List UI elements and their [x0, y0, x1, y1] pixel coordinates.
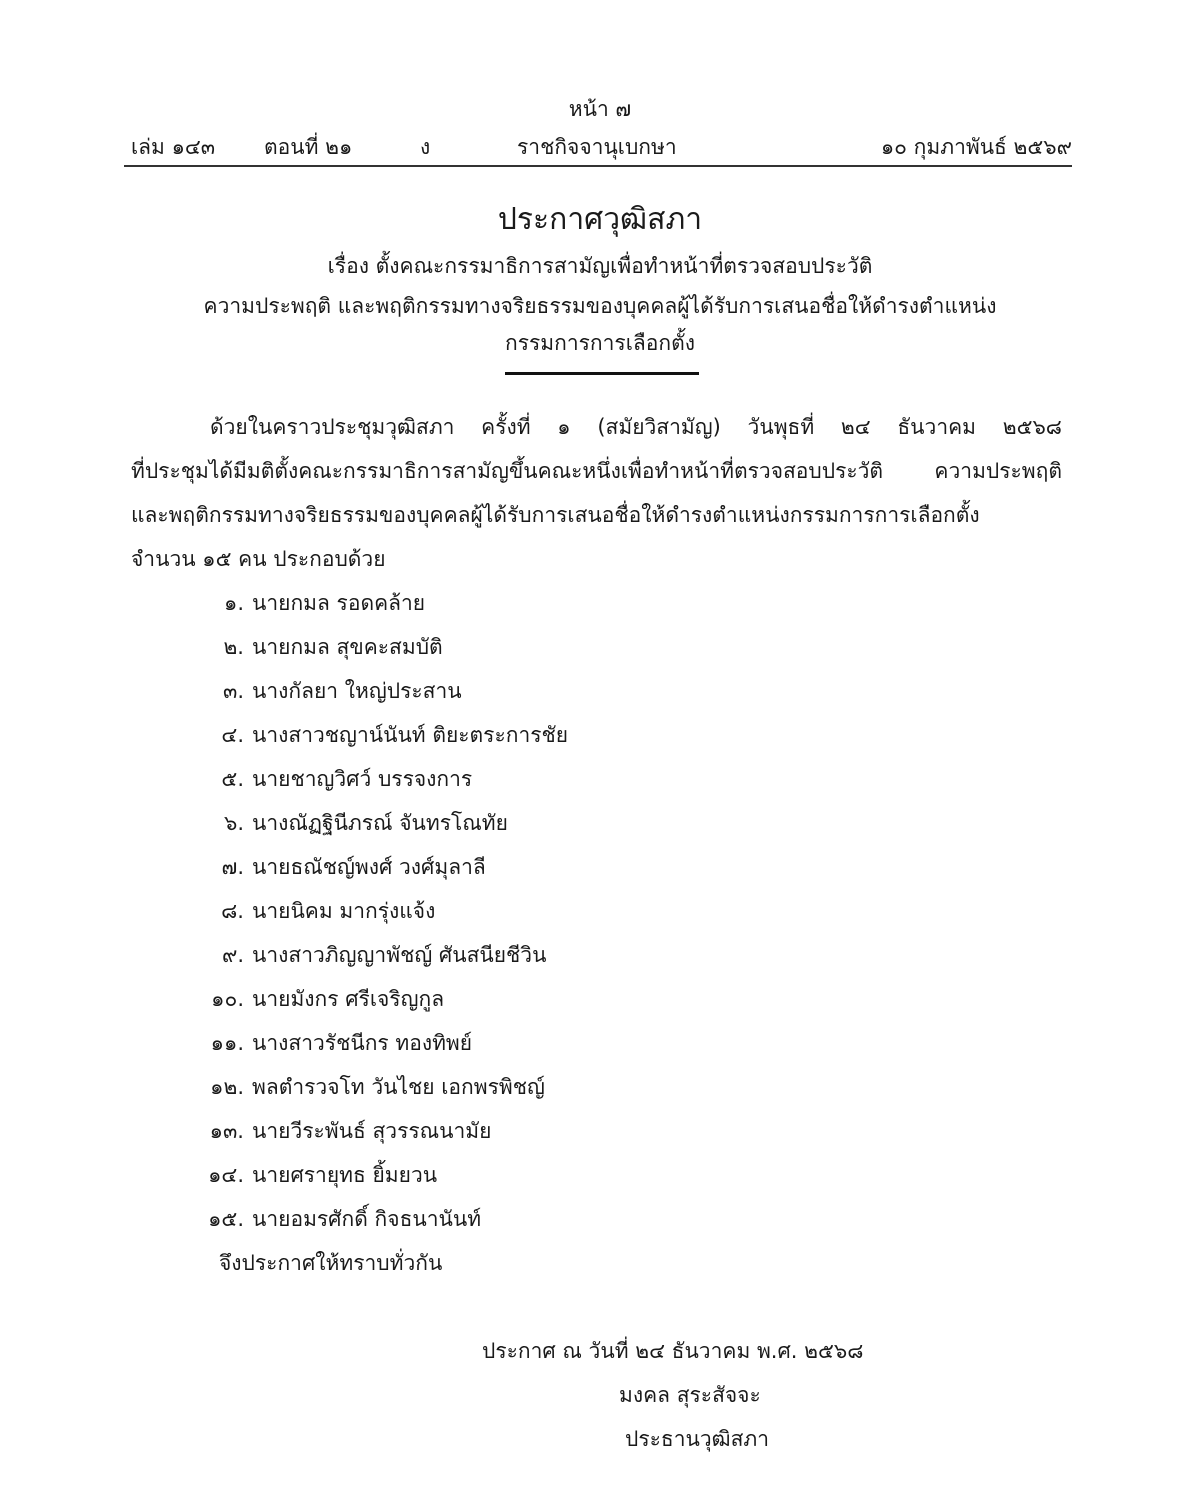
member-name: นางสาวภิญญาพัชญ์ ศันสนียชีวิน	[252, 943, 547, 967]
member-name: นางณัฏฐินีภรณ์ จันทรโณทัย	[252, 811, 508, 835]
item-number: ๖.	[223, 811, 244, 835]
list-item	[196, 1027, 472, 1060]
subject-line-3: กรรมการการเลือกตั้ง	[505, 331, 695, 355]
document-title: ประกาศวุฒิสภา	[497, 202, 703, 237]
subject-line-1: เรื่อง ตั้งคณะกรรมาธิการสามัญเพื่อทำหน้าที่ตรวจสอบประวัติ	[327, 254, 873, 278]
title-separator	[505, 372, 699, 375]
list-item	[196, 631, 443, 664]
item-number: ๑๓.	[209, 1119, 244, 1143]
item-number: ๒.	[223, 635, 244, 659]
list-item	[196, 1159, 437, 1192]
item-number: ๙.	[221, 943, 244, 967]
list-item	[196, 807, 508, 840]
member-name: นางสาวรัชนีกร ทองทิพย์	[252, 1031, 473, 1055]
item-number: ๔.	[221, 723, 244, 747]
body-line-2: ที่ประชุมได้มีมติตั้งคณะกรรมาธิการสามัญขึ้นคณะหนึ่งเพื่อทำหน้าที่ตรวจสอบประวัติ ความประพฤติ	[131, 459, 1062, 483]
gazette-date: ๑๐ กุมภาพันธ์ ๒๕๖๙	[880, 135, 1072, 159]
list-item	[196, 939, 546, 972]
list-item	[196, 1115, 491, 1148]
item-number: ๓.	[222, 679, 244, 703]
announcement-date: ประกาศ ณ วันที่ ๒๔ ธันวาคม พ.ศ. ๒๕๖๘	[482, 1339, 864, 1363]
body-line-3: และพฤติกรรมทางจริยธรรมของบุคคลผู้ได้รับการเสนอชื่อให้ดำรงตำแหน่งกรรมการการเลือกตั้ง	[131, 503, 980, 527]
gazette-volume: เล่ม ๑๔๓	[131, 135, 216, 159]
member-name: นายธณัชญ์พงศ์ วงศ์มุลาลี	[252, 855, 486, 879]
list-item	[196, 587, 425, 620]
list-item	[196, 763, 472, 796]
member-name: นายมังกร ศรีเจริญกูล	[252, 987, 445, 1011]
list-item	[196, 675, 462, 708]
header-rule	[124, 165, 1072, 167]
member-name: นายศรายุทธ ยิ้มยวน	[252, 1163, 438, 1187]
member-name: นายวีระพันธ์ สุวรรณนามัย	[252, 1119, 492, 1143]
member-name: นางสาวชญาน์นันท์ ติยะตระการชัย	[252, 723, 569, 747]
signatory-name: มงคล สุระสัจจะ	[619, 1383, 761, 1407]
item-number: ๗.	[221, 855, 244, 879]
body-line-1: ด้วยในคราวประชุมวุฒิสภา ครั้งที่ ๑ (สมัยวิสามัญ) วันพุธที่ ๒๔ ธันวาคม ๒๕๖๘	[210, 415, 1062, 439]
item-number: ๑๐.	[211, 987, 244, 1011]
gazette-issue: ตอนที่ ๒๑	[264, 135, 353, 159]
list-item	[196, 1071, 545, 1104]
member-name: นายชาญวิศว์ บรรจงการ	[252, 767, 473, 791]
signatory-position: ประธานวุฒิสภา	[625, 1427, 770, 1451]
member-name: นายกมล สุขคะสมบัติ	[252, 635, 443, 659]
list-item	[196, 1203, 481, 1236]
gazette-section: ง	[420, 135, 431, 159]
member-name: นายนิคม มากรุ่งแจ้ง	[252, 899, 436, 923]
item-number: ๕.	[221, 767, 244, 791]
list-item	[196, 895, 435, 928]
page-number: หน้า ๗	[568, 97, 632, 121]
subject-line-2: ความประพฤติ และพฤติกรรมทางจริยธรรมของบุคคลผู้ได้รับการเสนอชื่อให้ดำรงตำแหน่ง	[203, 294, 997, 318]
item-number: ๑.	[223, 591, 244, 615]
list-item	[196, 851, 486, 884]
list-item	[196, 719, 568, 752]
gazette-name: ราชกิจจานุเบกษา	[517, 135, 677, 159]
closing-statement: จึงประกาศให้ทราบทั่วกัน	[219, 1251, 443, 1275]
list-item	[196, 983, 444, 1016]
item-number: ๑๒.	[210, 1075, 244, 1099]
member-name: นายกมล รอดคล้าย	[252, 591, 426, 615]
item-number: ๑๔.	[208, 1163, 244, 1187]
item-number: ๑๑.	[210, 1031, 244, 1055]
body-line-4: จำนวน ๑๕ คน ประกอบด้วย	[131, 547, 386, 571]
member-name: นางกัลยา ใหญ่ประสาน	[252, 679, 462, 703]
member-name: พลตำรวจโท วันไชย เอกพรพิชญ์	[252, 1075, 545, 1099]
item-number: ๘.	[221, 899, 244, 923]
item-number: ๑๕.	[208, 1207, 244, 1231]
member-name: นายอมรศักดิ์ กิจธนานันท์	[252, 1207, 482, 1231]
